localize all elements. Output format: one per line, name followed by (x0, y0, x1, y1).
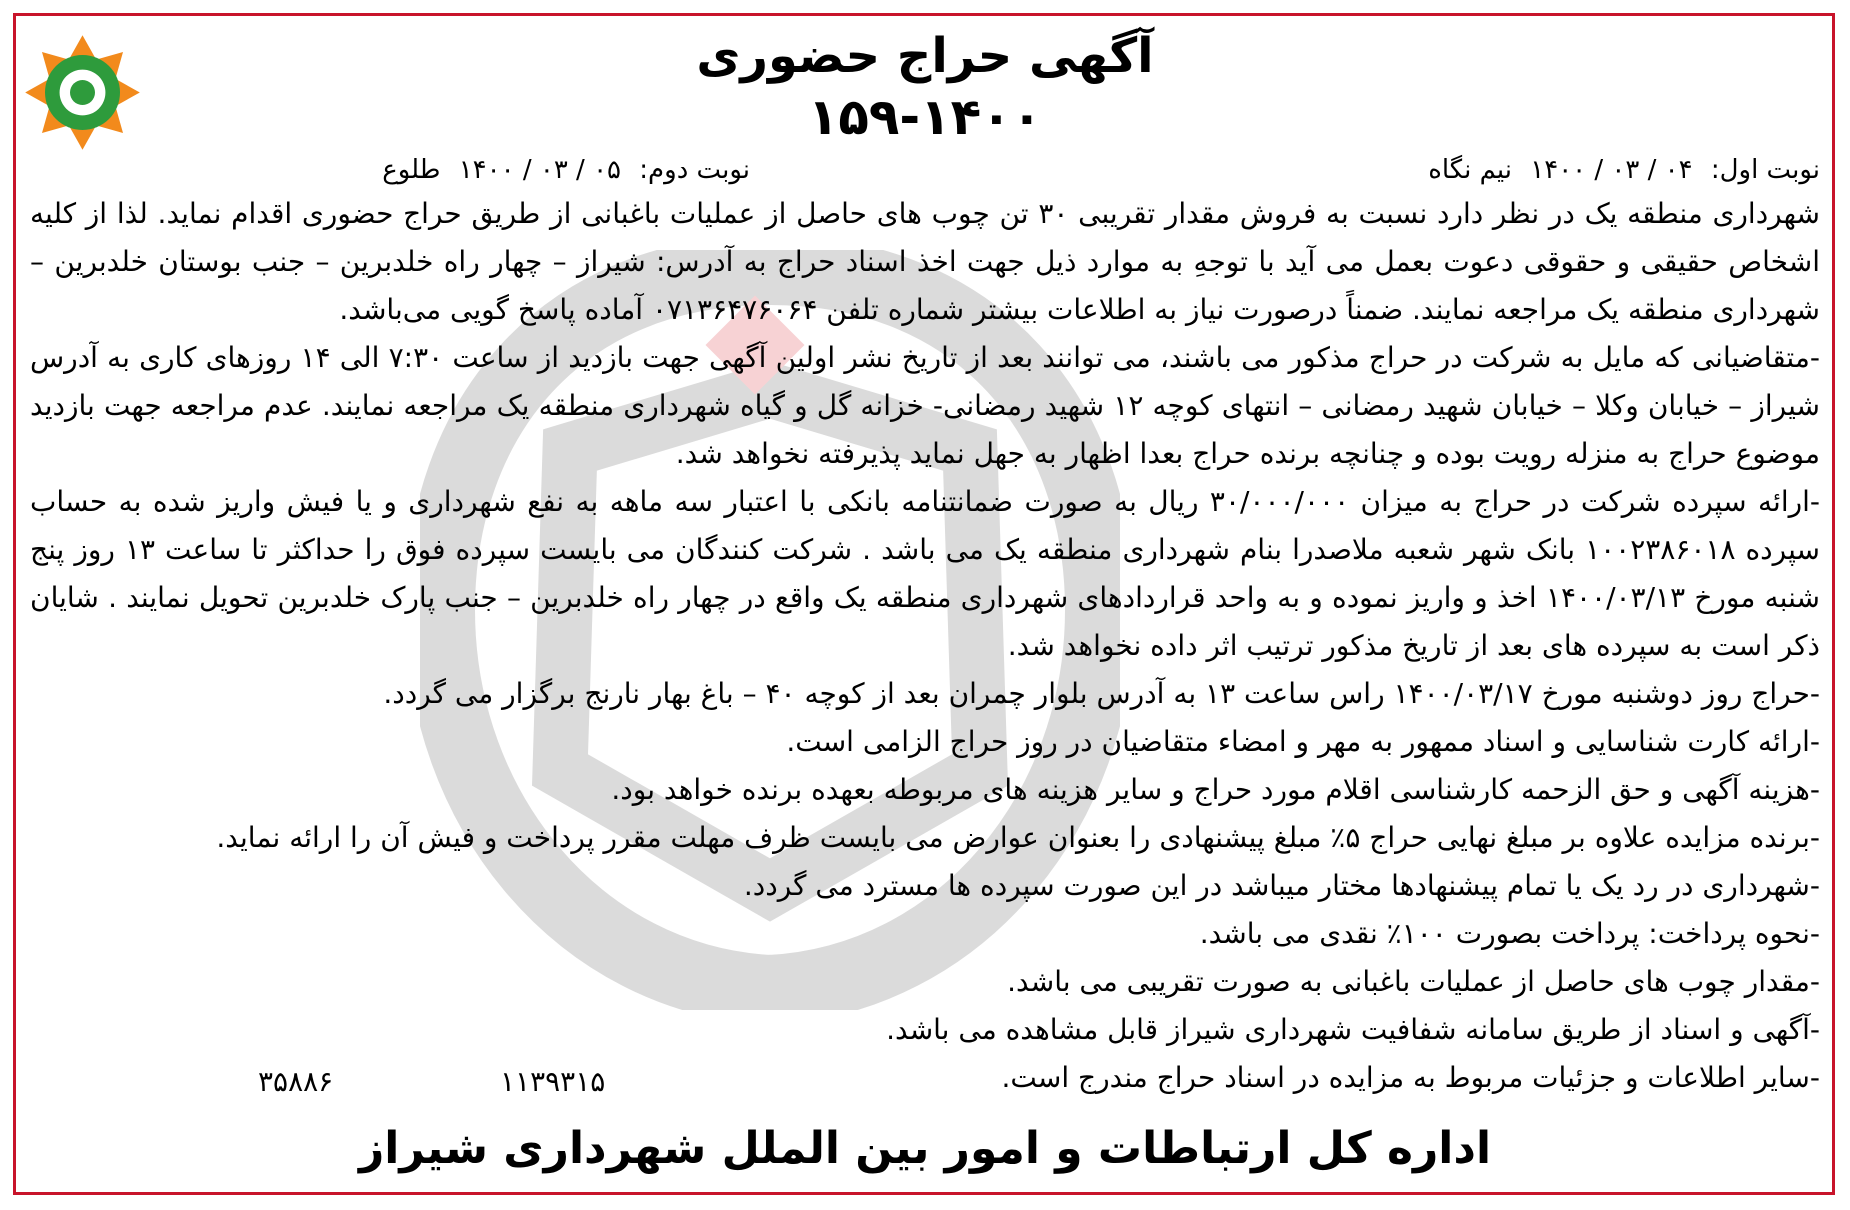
paragraph: -متقاضیانی که مایل به شرکت در حراج مذکور می باشند، می توانند بعد از تاریخ نشر اولین آگهی جهت بازدید از ساعت ۷:۳۰ الی ۱۴ روزهای کاری به آدرس شیراز – خیابان وکلا – خیابان شهید رمضانی – انتهای کوچه ۱۲ شهید رمضانی- خزانه گل و گیاه شهرداری منطقه یک مراجعه نمایند. عدم مراجعه جهت بازدید موضوع حراج به منزله رویت بوده و چنانچه برنده حراج بعدا اظهار به جهل نماید پذیرفته نخواهد شد. (30, 341, 1820, 470)
paragraph: -هزینه آگهی و حق الزحمه کارشناسی اقلام مورد حراج و سایر هزینه های مربوطه بعهده برنده خواهد بود. (611, 773, 1820, 806)
ad-code: ۱۱۳۹۳۱۵ (500, 1065, 606, 1098)
first-turn-label: نوبت اول: (1710, 155, 1820, 185)
second-turn-label: نوبت دوم: (639, 155, 750, 185)
notice-body (30, 190, 1820, 1102)
ad-code-secondary: ۳۵۸۸۶ (258, 1065, 334, 1098)
paragraph: شهرداری منطقه یک در نظر دارد نسبت به فروش مقدار تقریبی ۳۰ تن چوب های حاصل از عملیات باغبانی از طریق حراج حضوری اقدام نماید. لذا از کلیه اشخاص حقیقی و حقوقی دعوت بعمل می آید با توجهِ به موارد ذیل جهت اخذ اسناد حراج به آدرس: شیراز – چهار راه خلدبرین – جنب بوستان خلدبرین – شهرداری منطقه یک مراجعه نمایند. ضمناً درصورت نیاز به اطلاعات بیشتر شماره تلفن ۰۷۱۳۶۴۷۶۰۶۴ آماده پاسخ گویی می‌باشد. (30, 197, 1820, 326)
paragraph: -مقدار چوب های حاصل از عملیات باغبانی به صورت تقریبی می باشد. (1007, 965, 1820, 998)
second-turn-paper: طلوع (382, 155, 441, 185)
paragraph: -نحوه پرداخت: پرداخت بصورت ۱۰۰٪ نقدی می باشد. (1199, 917, 1820, 950)
notice-title: آگهی حراج حضوری (696, 28, 1154, 84)
second-turn-date: ۰۵ / ۰۳ / ۱۴۰۰ (458, 155, 622, 185)
paragraph: -ارائه سپرده شرکت در حراج به میزان ۳۰/۰۰۰/۰۰۰ ریال به صورت ضمانتنامه بانکی با اعتبار سه ماهه به نفع شهرداری و یا فیش واریز شده به حساب سپرده ۱۰۰۲۳۸۶۰۱۸ بانک شهر شعبه ملاصدرا بنام شهرداری منطقه یک می باشد . شرکت کنندگان می بایست سپرده فوق را حداکثر تا ساعت ۱۳ روز پنج شنبه مورخ ۱۴۰۰/۰۳/۱۳ اخذ و واریز نموده و به واحد قراردادهای شهرداری منطقه یک واقع در چهار راه خلدبرین – جنب پارک خلدبرین تحویل نمایند . شایان ذکر است به سپرده های بعد از تاریخ مذکور ترتیب اثر داده نخواهد شد. (30, 485, 1821, 662)
first-turn-paper: نیم نگاه (1428, 155, 1512, 185)
notice-number: ۱۵۹-۱۴۰۰ (807, 88, 1043, 146)
paragraph: -شهرداری در رد یک یا تمام پیشنهادها مختار میباشد در این صورت سپرده ها مسترد می گردد. (743, 869, 1820, 902)
paragraph: -برنده مزایده علاوه بر مبلغ نهایی حراج ۵٪ مبلغ پیشنهادی را بعنوان عوارض می بایست ظرف مهلت مقرر پرداخت و فیش آن را ارائه نماید. (216, 821, 1820, 854)
paragraph: -ارائه کارت شناسایی و اسناد ممهور به مهر و امضاء متقاضیان در روز حراج الزامی است. (786, 725, 1820, 758)
second-turn (372, 155, 750, 185)
paragraph: -آگهی و اسناد از طریق سامانه شفافیت شهرداری شیراز قابل مشاهده می باشد. (886, 1013, 1820, 1046)
paragraph: -سایر اطلاعات و جزئیات مربوط به مزایده در اسناد حراج مندرج است. (1001, 1061, 1820, 1094)
paragraph: -حراج روز دوشنبه مورخ ۱۴۰۰/۰۳/۱۷ راس ساعت ۱۳ به آدرس بلوار چمران بعد از کوچه ۴۰ – باغ بهار نارنج برگزار می گردد. (383, 677, 1820, 710)
footer-office: اداره کل ارتباطات و امور بین الملل شهرداری شیراز (358, 1123, 1492, 1174)
first-turn-date: ۰۴ / ۰۳ / ۱۴۰۰ (1530, 155, 1693, 185)
first-turn (1418, 155, 1820, 185)
